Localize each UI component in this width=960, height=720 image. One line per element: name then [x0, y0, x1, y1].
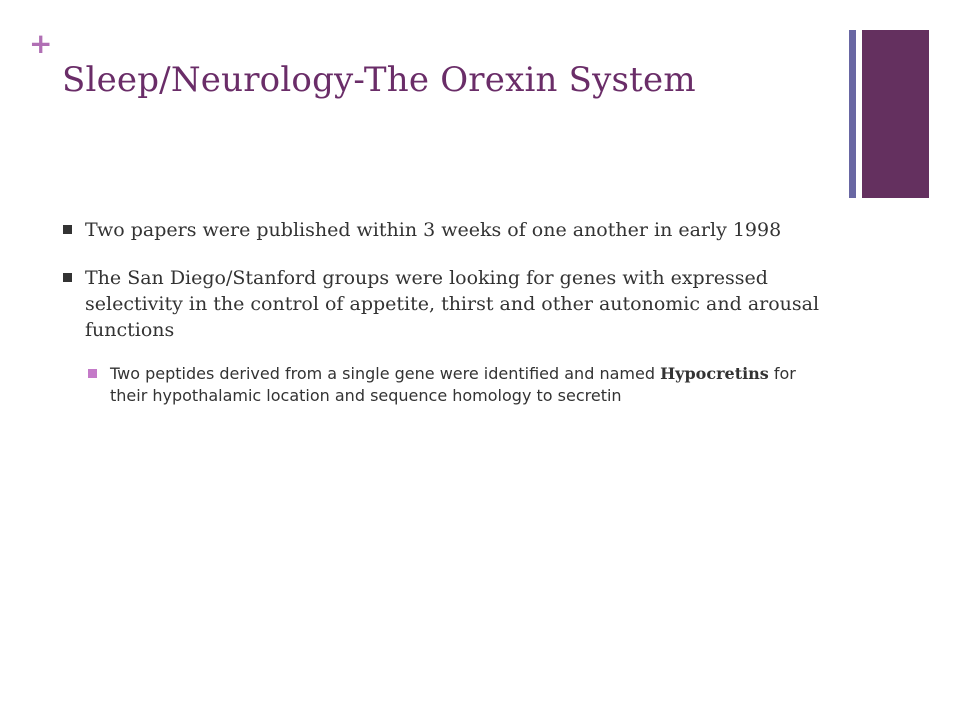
sub-bullet-item: [87, 363, 832, 407]
bullet-item: [62, 265, 832, 343]
plus-mark-icon: +: [29, 27, 53, 60]
bullet-text: The San Diego/Stanford groups were looking for genes with expressed selectivity in the control of appetite, thirst and other autonomic and arousal functions: [85, 267, 820, 341]
slide-body: [62, 217, 832, 407]
square-bullet-icon: [63, 225, 72, 234]
bullet-item: [62, 217, 832, 243]
sub-bullet-text-after: for their hypothalamic location and sequence homology to secretin: [110, 364, 796, 405]
square-sub-bullet-icon: [88, 369, 97, 378]
accent-bar-thin: [849, 30, 856, 198]
slide-title: Sleep/Neurology-The Orexin System: [62, 60, 696, 100]
bullet-text: Two papers were published within 3 weeks of one another in early 1998: [85, 219, 782, 241]
sub-bullet-text-before: Two peptides derived from a single gene were identified and named: [110, 364, 661, 383]
accent-bar-thick: [862, 30, 929, 198]
square-bullet-icon: [63, 273, 72, 282]
sub-bullet-bold-term: Hypocretins: [660, 364, 769, 383]
